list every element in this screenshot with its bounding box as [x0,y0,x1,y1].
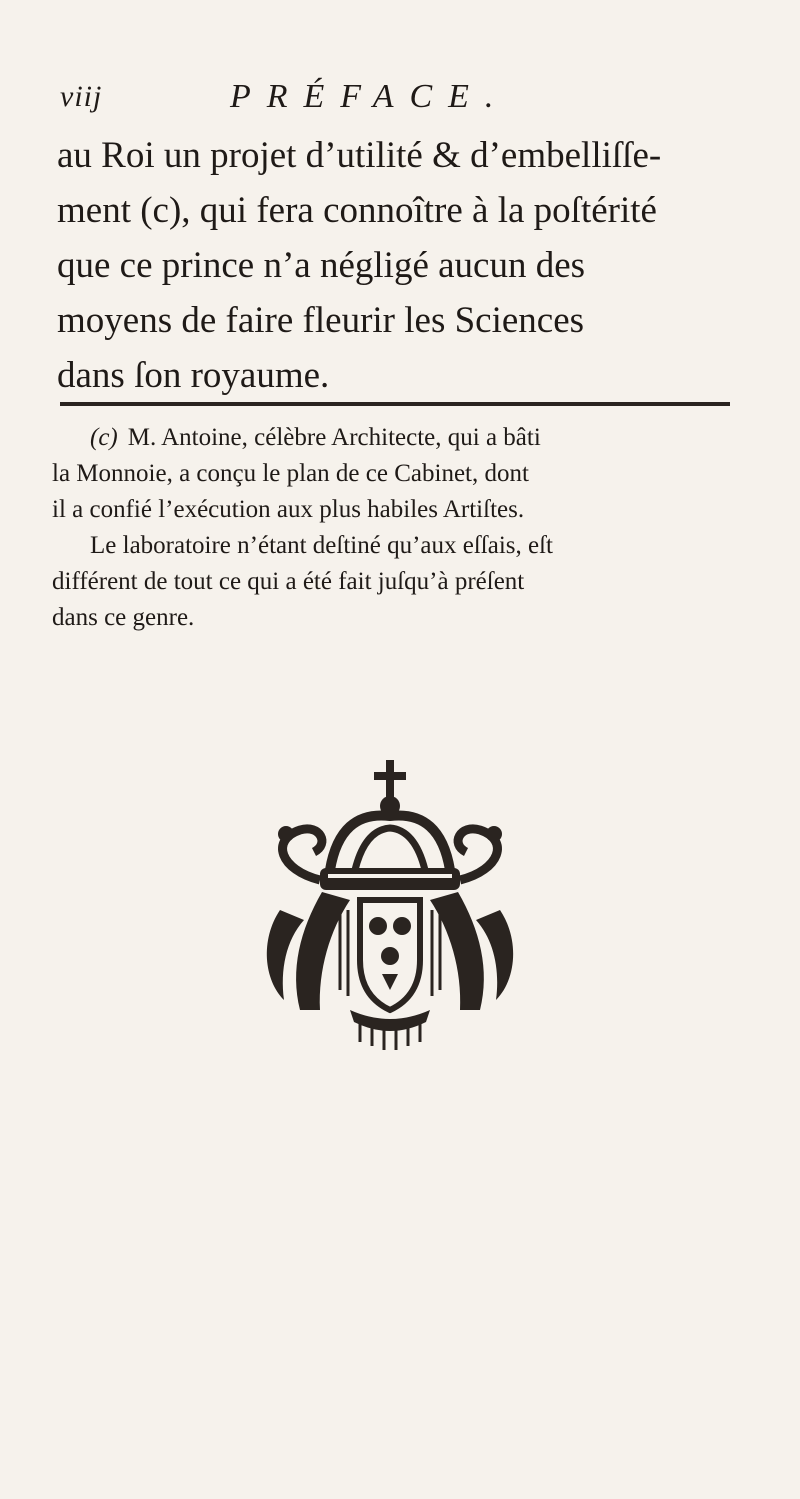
footnote-separator-rule [60,402,730,406]
body-line: que ce prince n’a négligé aucun des [57,245,586,286]
footnote-line: différent de tout ce qui a été fait juſqu’à préſent [52,568,525,595]
footnote-line: Le laboratoire n’étant deſtiné qu’aux eſſais, eſt [90,532,554,559]
body-line: moyens de faire fleurir les Sciences [57,300,585,341]
running-title: PRÉFACE. [230,78,510,115]
footnote-marker: (c) [90,424,118,451]
footnote-line: dans ce genre. [52,604,195,631]
footnote-line-text: M. Antoine, célèbre Architecte, qui a bâti [127,424,541,451]
page-number: viij [60,80,103,113]
page-header [60,78,760,128]
footnote-line [52,420,742,456]
footnote-line: la Monnoie, a conçu le plan de ce Cabinet, dont [52,460,529,487]
footnote-line: il a confié l’exécution aux plus habiles Artiſtes. [52,496,525,523]
royal-crown-fleuron-icon [260,760,520,1050]
body-paragraph [57,128,747,403]
body-line: au Roi un projet d’utilité & d’embelliſſe- [57,135,662,176]
body-line: dans ſon royaume. [57,355,330,396]
body-line: ment (c), qui fera connoître à la poſtérité [57,190,657,231]
footnote [52,420,742,636]
